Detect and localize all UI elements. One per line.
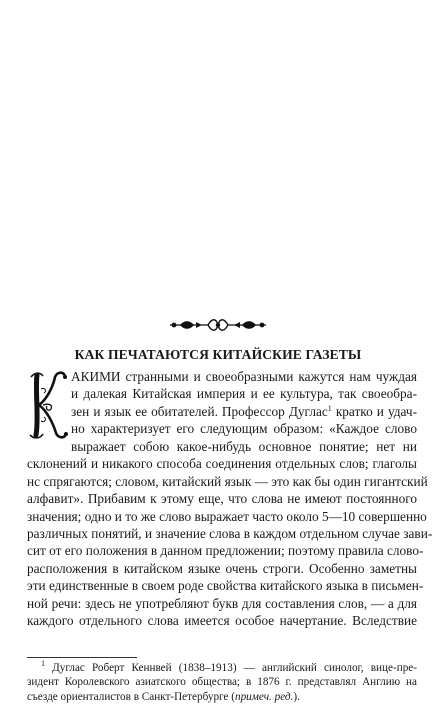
footnote-text: ).: [293, 690, 300, 703]
footnote-editor-note: примеч. ред.: [234, 690, 294, 703]
body-line: значения; одно и то же слово выражает часто около 5—10 совершенно: [27, 508, 427, 524]
body-line: ной речи: здесь не употребляют букв для составления слов, — а для: [27, 595, 417, 611]
body-line: и далекая Китайская империя и ее культура, так своеобра-: [71, 386, 417, 402]
body-line-text: кратко и удач-: [331, 403, 418, 419]
dropcap-letter-ka: [27, 369, 69, 441]
body-line: алфавит». Прибавим к этому еще, что слова не имеют постоянного: [27, 491, 417, 507]
article-body: [27, 368, 433, 630]
body-line: расположения в китайском языке очень строги. Особенно заметны: [27, 560, 417, 576]
footnote-line: [27, 690, 417, 704]
body-line: [27, 403, 417, 420]
footnote-line: зидент Королевского азиатского общества; в 1876 г. представлял Англию на: [27, 676, 417, 689]
body-line-caps: АКИМИ: [71, 369, 121, 384]
footnote-rule: [27, 657, 137, 658]
body-line: склонений и никакого способа соединения отдельных слов; глаголы: [27, 456, 417, 472]
footnote-line: [27, 661, 417, 675]
body-line: эти единственные в своем роде свойства китайского языка в письмен-: [27, 578, 424, 594]
dropcap-glyph: К: [37, 407, 40, 412]
body-line: нс спрягаются; словом, китайский язык — это как бы один гигантский: [27, 473, 428, 489]
article-heading: КАК ПЕЧАТАЮТСЯ КИТАЙСКИЕ ГАЗЕТЫ: [74, 347, 362, 362]
body-line: но характеризует его следующим образом: «Каждое слово: [71, 421, 417, 437]
body-line-text: странными и своеобразными кажутся нам чуждая: [120, 369, 417, 384]
footnote-text: Дуглас Роберт Кеннвей (1838–1913) — английский синолог, вице-пре-: [45, 662, 417, 674]
footnote-text: съезде ориенталистов в Санкт-Петербурге (: [27, 690, 235, 703]
body-line: [27, 368, 417, 385]
body-line: выражает собою какое-нибудь основное понятие; нет ни: [71, 438, 417, 454]
body-line: различных понятий, и значение слова в каждом отдельном случае зави-: [27, 525, 433, 541]
footnote: [27, 661, 417, 704]
ornament-divider: [168, 318, 268, 332]
footnote-marker: 1: [41, 659, 45, 668]
footnote-ref[interactable]: 1: [327, 403, 332, 413]
body-line: каждого отдельного слова имеется особое начертание. Вследствие: [27, 613, 417, 629]
body-line: сит от его положения в данном предложении; поэтому правила слово-: [27, 543, 424, 559]
body-line-text: зен и язык ее обитателей. Профессор Дуглас: [71, 403, 328, 419]
